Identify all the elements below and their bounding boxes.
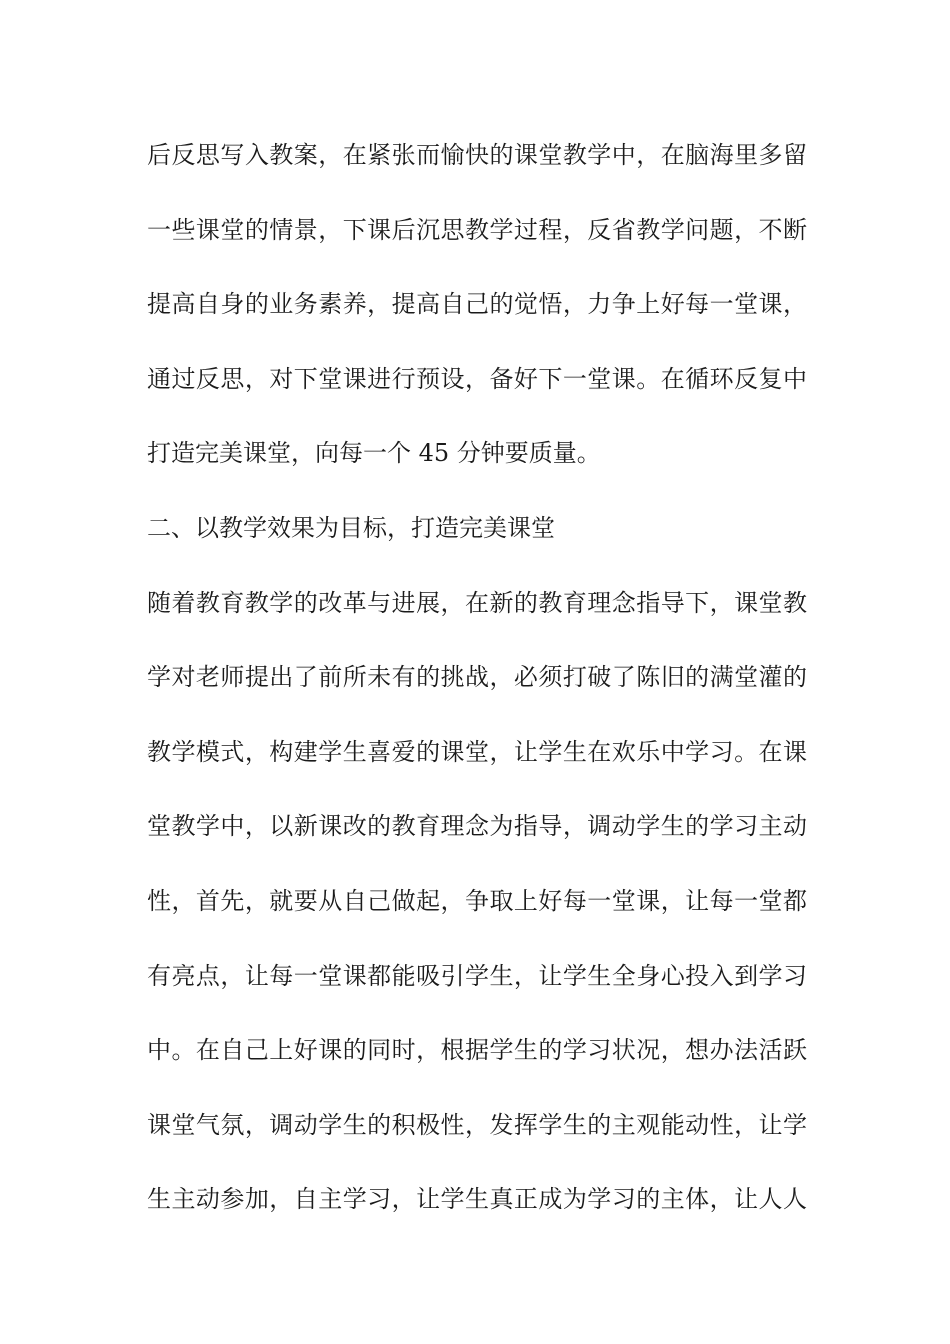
paragraph-line: 通过反思，对下堂课进行预设，备好下一堂课。在循环反复中 [147, 364, 807, 393]
paragraph-line: 性，首先，就要从自己做起，争取上好每一堂课，让每一堂都 [147, 886, 807, 915]
section-heading: 二、以教学效果为目标，打造完美课堂 [147, 513, 555, 542]
paragraph-line: 中。在自己上好课的同时，根据学生的学习状况，想办法活跃 [147, 1036, 807, 1065]
paragraph-line: 随着教育教学的改革与进展，在新的教育理念指导下，课堂教 [147, 588, 807, 617]
paragraph-line: 生主动参加，自主学习，让学生真正成为学习的主体，让人人 [147, 1185, 807, 1214]
document-body [147, 130, 807, 1249]
paragraph-line: 教学模式，构建学生喜爱的课堂，让学生在欢乐中学习。在课 [147, 737, 807, 766]
paragraph-line: 有亮点，让每一堂课都能吸引学生，让学生全身心投入到学习 [147, 961, 807, 990]
paragraph-line: 提高自身的业务素养，提高自己的觉悟，力争上好每一堂课， [147, 290, 807, 319]
paragraph-line: 后反思写入教案，在紧张而愉快的课堂教学中，在脑海里多留 [147, 141, 807, 169]
paragraph-line: 课堂气氛，调动学生的积极性，发挥学生的主观能动性，让学 [147, 1110, 807, 1139]
paragraph-line: 学对老师提出了前所未有的挑战，必须打破了陈旧的满堂灌的 [147, 663, 807, 692]
paragraph-line: 一些课堂的情景，下课后沉思教学过程，反省教学问题，不断 [147, 215, 807, 244]
paragraph-line: 堂教学中，以新课改的教育理念为指导，调动学生的学习主动 [147, 812, 807, 841]
paragraph-line: 打造完美课堂，向每一个 45 分钟要质量。 [147, 439, 601, 468]
